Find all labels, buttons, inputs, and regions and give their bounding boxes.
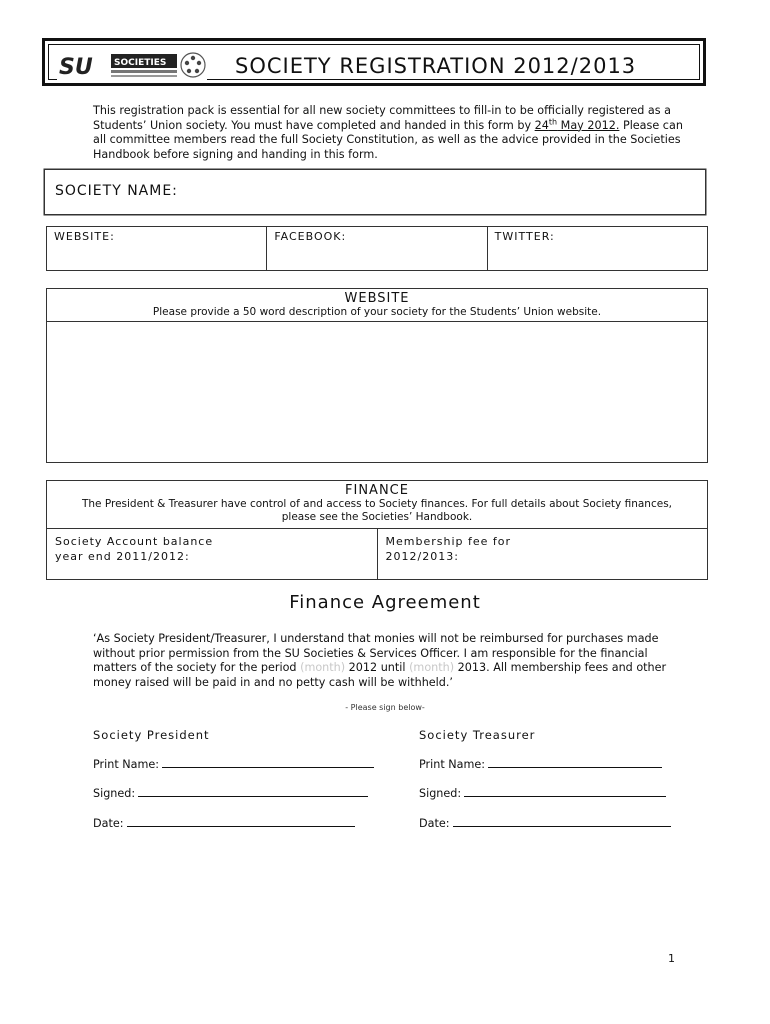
treasurer-signed-label: Signed: bbox=[419, 787, 462, 800]
agreement-text-2: 2012 until bbox=[345, 661, 410, 675]
sign-below-note: - Please sign below- bbox=[345, 703, 425, 712]
start-month-placeholder[interactable]: (month) bbox=[300, 661, 346, 675]
president-date-field[interactable] bbox=[127, 816, 355, 827]
treasurer-print-name-line bbox=[419, 757, 662, 771]
svg-text:SOCIETIES: SOCIETIES bbox=[114, 58, 167, 68]
svg-text:SU: SU bbox=[59, 55, 93, 80]
account-balance-label-line2: year end 2011/2012: bbox=[55, 550, 190, 563]
website-field[interactable] bbox=[47, 227, 267, 270]
treasurer-signature-field[interactable] bbox=[464, 786, 666, 797]
account-balance-field[interactable] bbox=[47, 529, 378, 580]
society-name-field[interactable] bbox=[44, 169, 706, 215]
document-title: SOCIETY REGISTRATION 2012/2013 bbox=[235, 54, 637, 78]
deadline-date bbox=[534, 116, 620, 132]
intro-text-2: Please can all committee members read the full Society Constitution, as well as the advice provided in the Societies Handbook before signing and handing in this form. bbox=[93, 118, 683, 161]
header-box bbox=[42, 38, 706, 86]
twitter-field[interactable] bbox=[488, 227, 707, 270]
facebook-label: FACEBOOK: bbox=[274, 230, 347, 243]
finance-section-header bbox=[47, 481, 707, 529]
website-section-header bbox=[47, 289, 707, 322]
end-month-placeholder[interactable]: (month) bbox=[409, 661, 455, 675]
president-signed-line bbox=[93, 786, 368, 800]
treasurer-signed-line bbox=[419, 786, 666, 800]
intro-paragraph bbox=[93, 104, 693, 162]
website-section-subtitle: Please provide a 50 word description of your society for the Students’ Union website. bbox=[152, 306, 602, 318]
finance-section bbox=[46, 480, 708, 580]
finance-agreement-text bbox=[93, 632, 683, 690]
president-signed-label: Signed: bbox=[93, 787, 136, 800]
society-name-label: SOCIETY NAME: bbox=[55, 183, 178, 199]
account-balance-label-line1: Society Account balance bbox=[55, 535, 214, 548]
deadline-day-suffix: th bbox=[548, 116, 558, 126]
finance-section-subtitle: The President & Treasurer have control of and access to Society finances. For full details about Society finances, please see the Societies’ Handbook. bbox=[81, 498, 673, 523]
website-section-title: WEBSITE bbox=[344, 291, 410, 306]
treasurer-print-name-label: Print Name: bbox=[419, 758, 486, 771]
deadline-month-year: May 2012. bbox=[557, 118, 620, 132]
president-print-name-field[interactable] bbox=[162, 757, 374, 768]
finance-section-title: FINANCE bbox=[345, 483, 409, 498]
intro-text-1: This registration pack is essential for all new society committees to fill-in to be officially registered as a Students’ Union society. You must have completed and handed in this form by bbox=[93, 104, 672, 132]
treasurer-date-field[interactable] bbox=[453, 816, 671, 827]
agreement-text-3: 2013. All membership fees and other money raised will be paid in and no petty cash will be withheld.’ bbox=[93, 661, 667, 689]
finance-agreement-title: Finance Agreement bbox=[289, 592, 481, 613]
page-number: 1 bbox=[668, 952, 675, 965]
su-societies-logo bbox=[57, 50, 207, 82]
membership-fee-label-line2: 2012/2013: bbox=[385, 550, 459, 563]
agreement-text-1: ‘As Society President/Treasurer, I understand that monies will not be reimbursed for purchases made without prior permission from the SU Societies & Services Officer. I am responsible for the financial matters of the society for the period bbox=[93, 632, 659, 675]
deadline-day: 24 bbox=[534, 118, 549, 132]
president-heading: Society President bbox=[93, 728, 210, 742]
treasurer-date-line bbox=[419, 816, 671, 830]
facebook-field[interactable] bbox=[267, 227, 487, 270]
membership-fee-field[interactable] bbox=[378, 529, 708, 580]
treasurer-heading: Society Treasurer bbox=[419, 728, 536, 742]
membership-fee-label-line1: Membership fee for bbox=[385, 535, 512, 548]
president-date-label: Date: bbox=[93, 817, 124, 830]
treasurer-print-name-field[interactable] bbox=[488, 757, 662, 768]
president-date-line bbox=[93, 816, 355, 830]
president-print-name-label: Print Name: bbox=[93, 758, 160, 771]
website-description-area[interactable] bbox=[47, 322, 707, 462]
twitter-label: TWITTER: bbox=[494, 230, 555, 243]
social-links-row bbox=[46, 226, 708, 271]
treasurer-date-label: Date: bbox=[419, 817, 450, 830]
website-section bbox=[46, 288, 708, 463]
finance-fields-row bbox=[47, 529, 707, 580]
header-inner-frame bbox=[48, 44, 700, 80]
president-print-name-line bbox=[93, 757, 374, 771]
website-label: WEBSITE: bbox=[54, 230, 115, 243]
president-signature-field[interactable] bbox=[138, 786, 368, 797]
